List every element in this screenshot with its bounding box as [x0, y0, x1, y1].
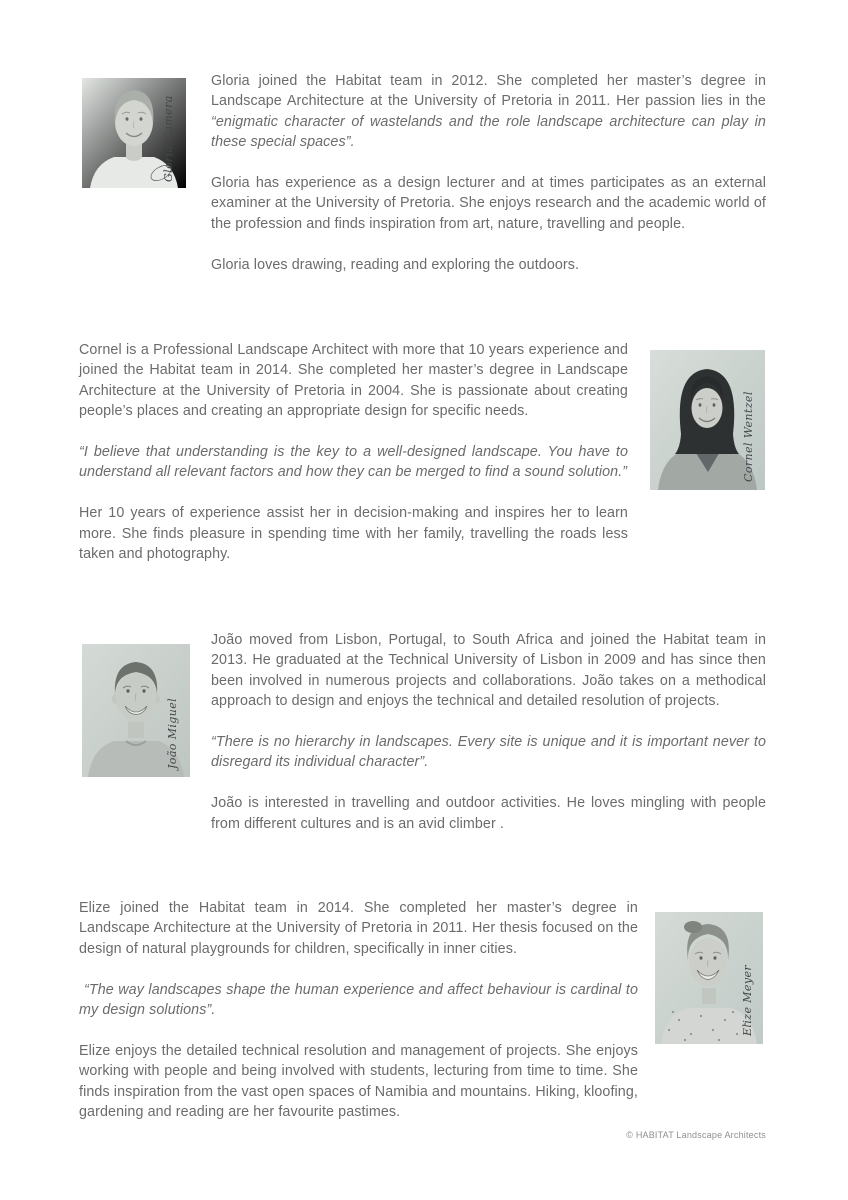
- gloria-paragraph-experience: Gloria has experience as a design lecturer and at times participates as an external examiner at the University of Pretoria. She enjoys research and the academic world of the profession and finds inspiration from art, nature, travelling and people.: [211, 175, 766, 232]
- bio-elize: [79, 898, 638, 1122]
- photo-joao: [82, 644, 190, 777]
- profile-section-joao: [79, 630, 766, 854]
- photo-cornel: [650, 350, 765, 490]
- gloria-intro-quote: “enigmatic character of wastelands and the role landscape architecture can play in these special spaces”.: [211, 113, 766, 151]
- joao-paragraph-intro: João moved from Lisbon, Portugal, to South Africa and joined the Habitat team in 2013. He graduated at the Technical University of Lisbon in 2009 and has since then been involved in numerous projects and collaborations. João takes on a methodical approach to design and enjoys the technical and detailed resolution of projects.: [211, 632, 766, 710]
- portrait-joao-image: [82, 644, 190, 777]
- signature-joao: João Miguel: [166, 697, 179, 769]
- cornel-paragraph-intro: Cornel is a Professional Landscape Architect with more that 10 years experience and joined the Habitat team in 2014. She completed her master’s degree in Landscape Architecture at the University of Pretoria in 2004. She is passionate about creating people’s places and creating an appropriate design for specific needs.: [79, 342, 628, 420]
- gloria-paragraph-intro: [211, 71, 766, 153]
- signature-cornel: Cornel Wentzel: [742, 391, 755, 482]
- gloria-intro-text: Gloria joined the Habitat team in 2012. She completed her master’s degree in Landscape Architecture at the University of Pretoria in 2011. Her passion lies in the: [211, 73, 766, 110]
- profile-section-elize: [79, 898, 766, 1143]
- cornel-paragraph-quote: “I believe that understanding is the key to a well-designed landscape. You have to understand all relevant factors and how they can be merged to find a sound solution.”: [79, 444, 628, 481]
- bio-cornel: [79, 340, 628, 564]
- portrait-cornel-image: [650, 350, 765, 490]
- gloria-paragraph-hobbies: Gloria loves drawing, reading and exploring the outdoors.: [211, 256, 580, 273]
- elize-paragraph-intro: Elize joined the Habitat team in 2014. She completed her master’s degree in Landscape Architecture at the University of Pretoria in 2011. Her thesis focused on the design of natural playgrounds for children, specifically in inner cities.: [79, 900, 638, 957]
- portrait-gloria-image: [82, 78, 186, 188]
- joao-paragraph-interests: João is interested in travelling and outdoor activities. He loves mingling with people from different cultures and is an avid climber .: [211, 795, 766, 832]
- elize-paragraph-pastimes: Elize enjoys the detailed technical resolution and management of projects. She enjoys working with people and being involved with students, lecturing from time to time. She finds inspiration from the vast open spaces of Namibia and mountains. Hiking, kloofing, gardening and reading are her favourite pastimes.: [79, 1042, 638, 1121]
- joao-paragraph-quote: “There is no hierarchy in landscapes. Every site is unique and it is important never to disregard its individual character”.: [211, 734, 766, 771]
- signature-elize: Elize Meyer: [741, 964, 754, 1036]
- photo-gloria: [82, 78, 186, 188]
- profile-section-cornel: [79, 340, 766, 585]
- profile-section-gloria: [79, 71, 766, 295]
- cornel-paragraph-experience: Her 10 years of experience assist her in decision-making and inspires her to learn more. She finds pleasure in spending time with her family, travelling the roads less taken and photography.: [79, 505, 628, 563]
- portrait-elize-image: [655, 912, 763, 1044]
- photo-elize: [655, 912, 763, 1044]
- elize-paragraph-quote: “The way landscapes shape the human experience and affect behaviour is cardinal to my design solutions”.: [79, 981, 638, 1019]
- signature-gloria: Gloria Camera: [162, 95, 175, 182]
- bio-gloria: [211, 71, 766, 275]
- footer-copyright: © HABITAT Landscape Architects: [626, 1130, 766, 1140]
- bio-joao: [211, 630, 766, 834]
